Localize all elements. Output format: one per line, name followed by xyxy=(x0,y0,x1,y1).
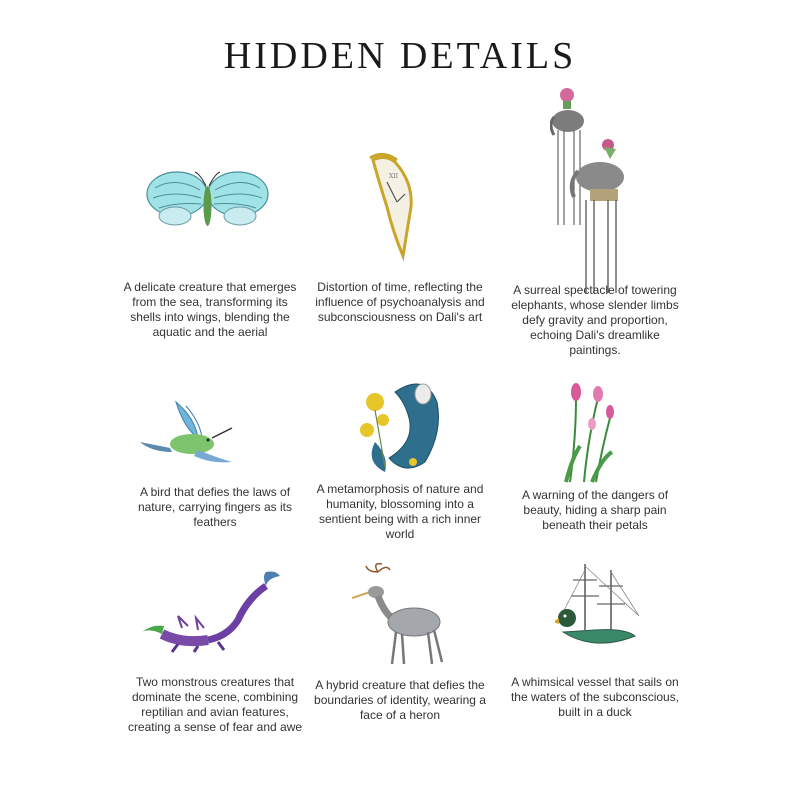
caption-butterfly: A delicate creature that emerges from the sea, transforming its shells into wings, blending the aquatic and the aerial xyxy=(123,280,297,339)
caption-hummingbird: A bird that defies the laws of nature, carrying fingers as its feathers xyxy=(137,485,293,529)
svg-text:XII: XII xyxy=(389,173,399,180)
caption-elephants: A surreal spectacle of towering elephants, whose slender limbs defy gravity and proportion, echoing Dali's dreamlike paintings. xyxy=(511,283,679,357)
long-legged-elephants-icon xyxy=(550,85,635,295)
page-title: HIDDEN DETAILS xyxy=(223,35,577,77)
dandelion-face-icon xyxy=(355,372,445,477)
heron-deer-icon xyxy=(352,562,447,667)
caption-melting-clock: Distortion of time, reflecting the influence of psychoanalysis and subconsciousness on Dali's art xyxy=(315,280,485,324)
duck-ship-icon xyxy=(555,560,640,655)
pink-lilies-icon xyxy=(562,378,622,483)
caption-dandelion: A metamorphosis of nature and humanity, blossoming into a sentient being with a rich inner world xyxy=(316,482,484,541)
caption-heron-deer: A hybrid creature that defies the boundaries of identity, wearing a face of a heron xyxy=(314,678,486,722)
butterfly-shell-icon xyxy=(145,168,270,233)
caption-duck-ship: A whimsical vessel that sails on the waters of the subconscious, built in a duck xyxy=(510,675,680,719)
caption-lilies: A warning of the dangers of beauty, hiding a sharp pain beneath their petals xyxy=(521,488,669,532)
sea-dragon-icon xyxy=(138,568,283,653)
caption-sea-dragon: Two monstrous creatures that dominate the scene, combining reptilian and avian features, creating a sense of fear and awe xyxy=(127,675,303,734)
hummingbird-icon xyxy=(140,398,240,466)
melting-clock-icon xyxy=(365,152,445,262)
